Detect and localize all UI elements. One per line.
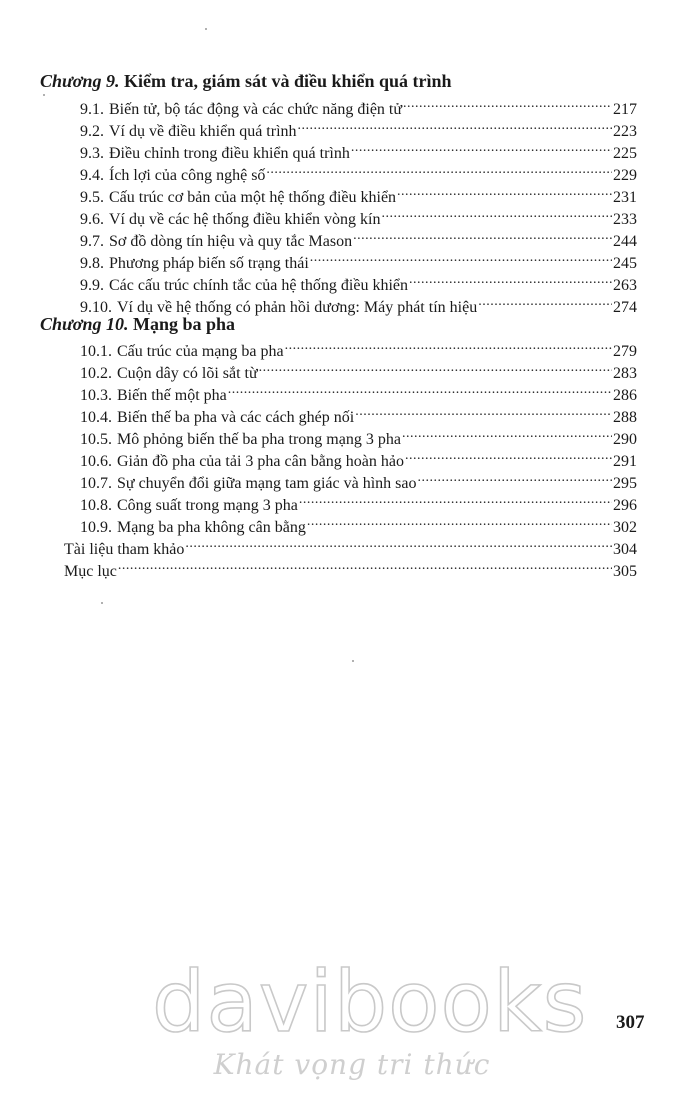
entry-title: Mục lục (64, 563, 117, 580)
dot-leader (185, 534, 612, 554)
toc-entry[interactable] (80, 336, 637, 360)
dot-leader (307, 512, 612, 532)
entry-number: 10.1. (80, 343, 112, 360)
chapter-label: Chương 9. (40, 71, 120, 91)
entry-number: 9.7. (80, 233, 104, 250)
toc-entry[interactable] (80, 226, 637, 250)
chapter-title: Mạng ba pha (132, 314, 236, 334)
dot-leader (382, 204, 613, 224)
dot-leader (351, 138, 612, 158)
toc-entry[interactable] (80, 270, 637, 294)
toc-entry-contents[interactable] (64, 556, 637, 580)
chapter-label: Chương 10. (40, 314, 129, 334)
entry-number: 9.6. (80, 211, 104, 228)
dot-leader (298, 116, 612, 136)
entry-number: 10.3. (80, 387, 112, 404)
dot-leader (409, 270, 612, 290)
entry-page: 296 (613, 497, 637, 514)
entry-title: Mạng ba pha không cân bằng (117, 519, 306, 536)
entry-title: Sơ đồ dòng tín hiệu và quy tắc Mason (109, 233, 353, 250)
entry-number: 9.4. (80, 167, 104, 184)
entry-title: Điều chỉnh trong điều khiển quá trình (109, 145, 350, 162)
entry-number: 10.7. (80, 475, 112, 492)
toc-entry[interactable] (80, 292, 637, 316)
toc-entry[interactable] (80, 358, 637, 382)
toc-entry[interactable] (80, 182, 637, 206)
entry-page: 279 (613, 343, 637, 360)
entry-page: 274 (613, 299, 637, 316)
entry-page: 233 (613, 211, 637, 228)
entry-page: 225 (613, 145, 637, 162)
entry-title: Ích lợi của công nghệ số (109, 167, 266, 184)
entry-page: 231 (613, 189, 637, 206)
dot-leader (259, 358, 612, 378)
chapter-heading (40, 70, 452, 92)
entry-number: 10.8. (80, 497, 112, 514)
entry-title: Giản đồ pha của tải 3 pha cân bằng hoàn hảo (117, 453, 405, 470)
entry-page: 291 (613, 453, 637, 470)
entry-page: 286 (613, 387, 637, 404)
entry-page: 217 (613, 101, 637, 118)
scan-speck (352, 660, 354, 662)
chapter-title: Kiểm tra, giám sát và điều khiển quá trình (123, 71, 452, 91)
entry-number: 10.5. (80, 431, 112, 448)
watermark-tagline: Khát vọng tri thức (213, 1048, 491, 1081)
entry-title: Biến thế ba pha và các cách ghép nối (117, 409, 355, 426)
entry-page: 304 (613, 541, 637, 558)
entry-title: Tài liệu tham khảo (64, 541, 185, 558)
entry-page: 305 (613, 563, 637, 580)
entry-number: 9.1. (80, 101, 104, 118)
dot-leader (405, 446, 612, 466)
entry-title: Phương pháp biến số trạng thái (109, 255, 309, 272)
toc-entry[interactable] (80, 490, 637, 514)
entry-page: 295 (613, 475, 637, 492)
dot-leader (478, 292, 612, 312)
page-number: 307 (616, 1012, 645, 1033)
toc-entry[interactable] (80, 248, 637, 272)
toc-entry[interactable] (80, 512, 637, 536)
entry-title: Công suất trong mạng 3 pha (117, 497, 298, 514)
entry-title: Ví dụ về các hệ thống điều khiển vòng kín (109, 211, 381, 228)
dot-leader (353, 226, 612, 246)
dot-leader (310, 248, 612, 268)
scan-speck (101, 602, 103, 604)
entry-number: 9.9. (80, 277, 104, 294)
scan-speck (43, 94, 45, 96)
entry-number: 9.2. (80, 123, 104, 140)
entry-number: 10.6. (80, 453, 112, 470)
entry-page: 263 (613, 277, 637, 294)
watermark-logo (152, 953, 588, 1081)
toc-entry[interactable] (80, 468, 637, 492)
toc-entry[interactable] (80, 380, 637, 404)
dot-leader (403, 94, 612, 114)
entry-title: Biến thế một pha (117, 387, 227, 404)
entry-page: 283 (613, 365, 637, 382)
watermark-brand: davibooks (152, 953, 588, 1051)
dot-leader (299, 490, 612, 510)
entry-number: 10.2. (80, 365, 112, 382)
toc-entry[interactable] (80, 138, 637, 162)
entry-title: Cấu trúc của mạng ba pha (117, 343, 284, 360)
entry-number: 10.4. (80, 409, 112, 426)
entry-title: Mô phỏng biến thế ba pha trong mạng 3 pha (117, 431, 401, 448)
entry-number: 9.8. (80, 255, 104, 272)
toc-entry[interactable] (80, 160, 637, 184)
entry-title: Sự chuyển đổi giữa mạng tam giác và hình sao (117, 475, 417, 492)
dot-leader (266, 160, 612, 180)
entry-title: Ví dụ về hệ thống có phản hồi dương: Máy phát tín hiệu (117, 299, 478, 316)
toc-entry[interactable] (80, 446, 637, 470)
dot-leader (355, 402, 612, 422)
entry-page: 302 (613, 519, 637, 536)
dot-leader (228, 380, 612, 400)
entry-title: Cuộn dây có lõi sắt từ (117, 365, 258, 382)
entry-title: Các cấu trúc chính tắc của hệ thống điều khiển (109, 277, 408, 294)
entry-page: 223 (613, 123, 637, 140)
entry-title: Biến tử, bộ tác động và các chức năng điện tử (109, 101, 403, 118)
entry-number: 9.3. (80, 145, 104, 162)
entry-page: 244 (613, 233, 637, 250)
toc-entry[interactable] (80, 204, 637, 228)
entry-page: 288 (613, 409, 637, 426)
entry-page: 229 (613, 167, 637, 184)
toc-entry-references[interactable] (64, 534, 637, 558)
entry-number: 10.9. (80, 519, 112, 536)
chapter-heading (40, 313, 235, 335)
dot-leader (418, 468, 613, 488)
entry-page: 290 (613, 431, 637, 448)
toc-entry[interactable] (80, 94, 637, 118)
entry-number: 9.5. (80, 189, 104, 206)
toc-entry[interactable] (80, 116, 637, 140)
dot-leader (402, 424, 612, 444)
dot-leader (397, 182, 612, 202)
entry-title: Ví dụ về điều khiển quá trình (109, 123, 297, 140)
dot-leader (285, 336, 612, 356)
entry-title: Cấu trúc cơ bản của một hệ thống điều khiển (109, 189, 397, 206)
dot-leader (118, 556, 612, 576)
entry-number: 9.10. (80, 299, 112, 316)
entry-page: 245 (613, 255, 637, 272)
scan-speck (205, 28, 207, 30)
toc-entry[interactable] (80, 424, 637, 448)
toc-entry[interactable] (80, 402, 637, 426)
